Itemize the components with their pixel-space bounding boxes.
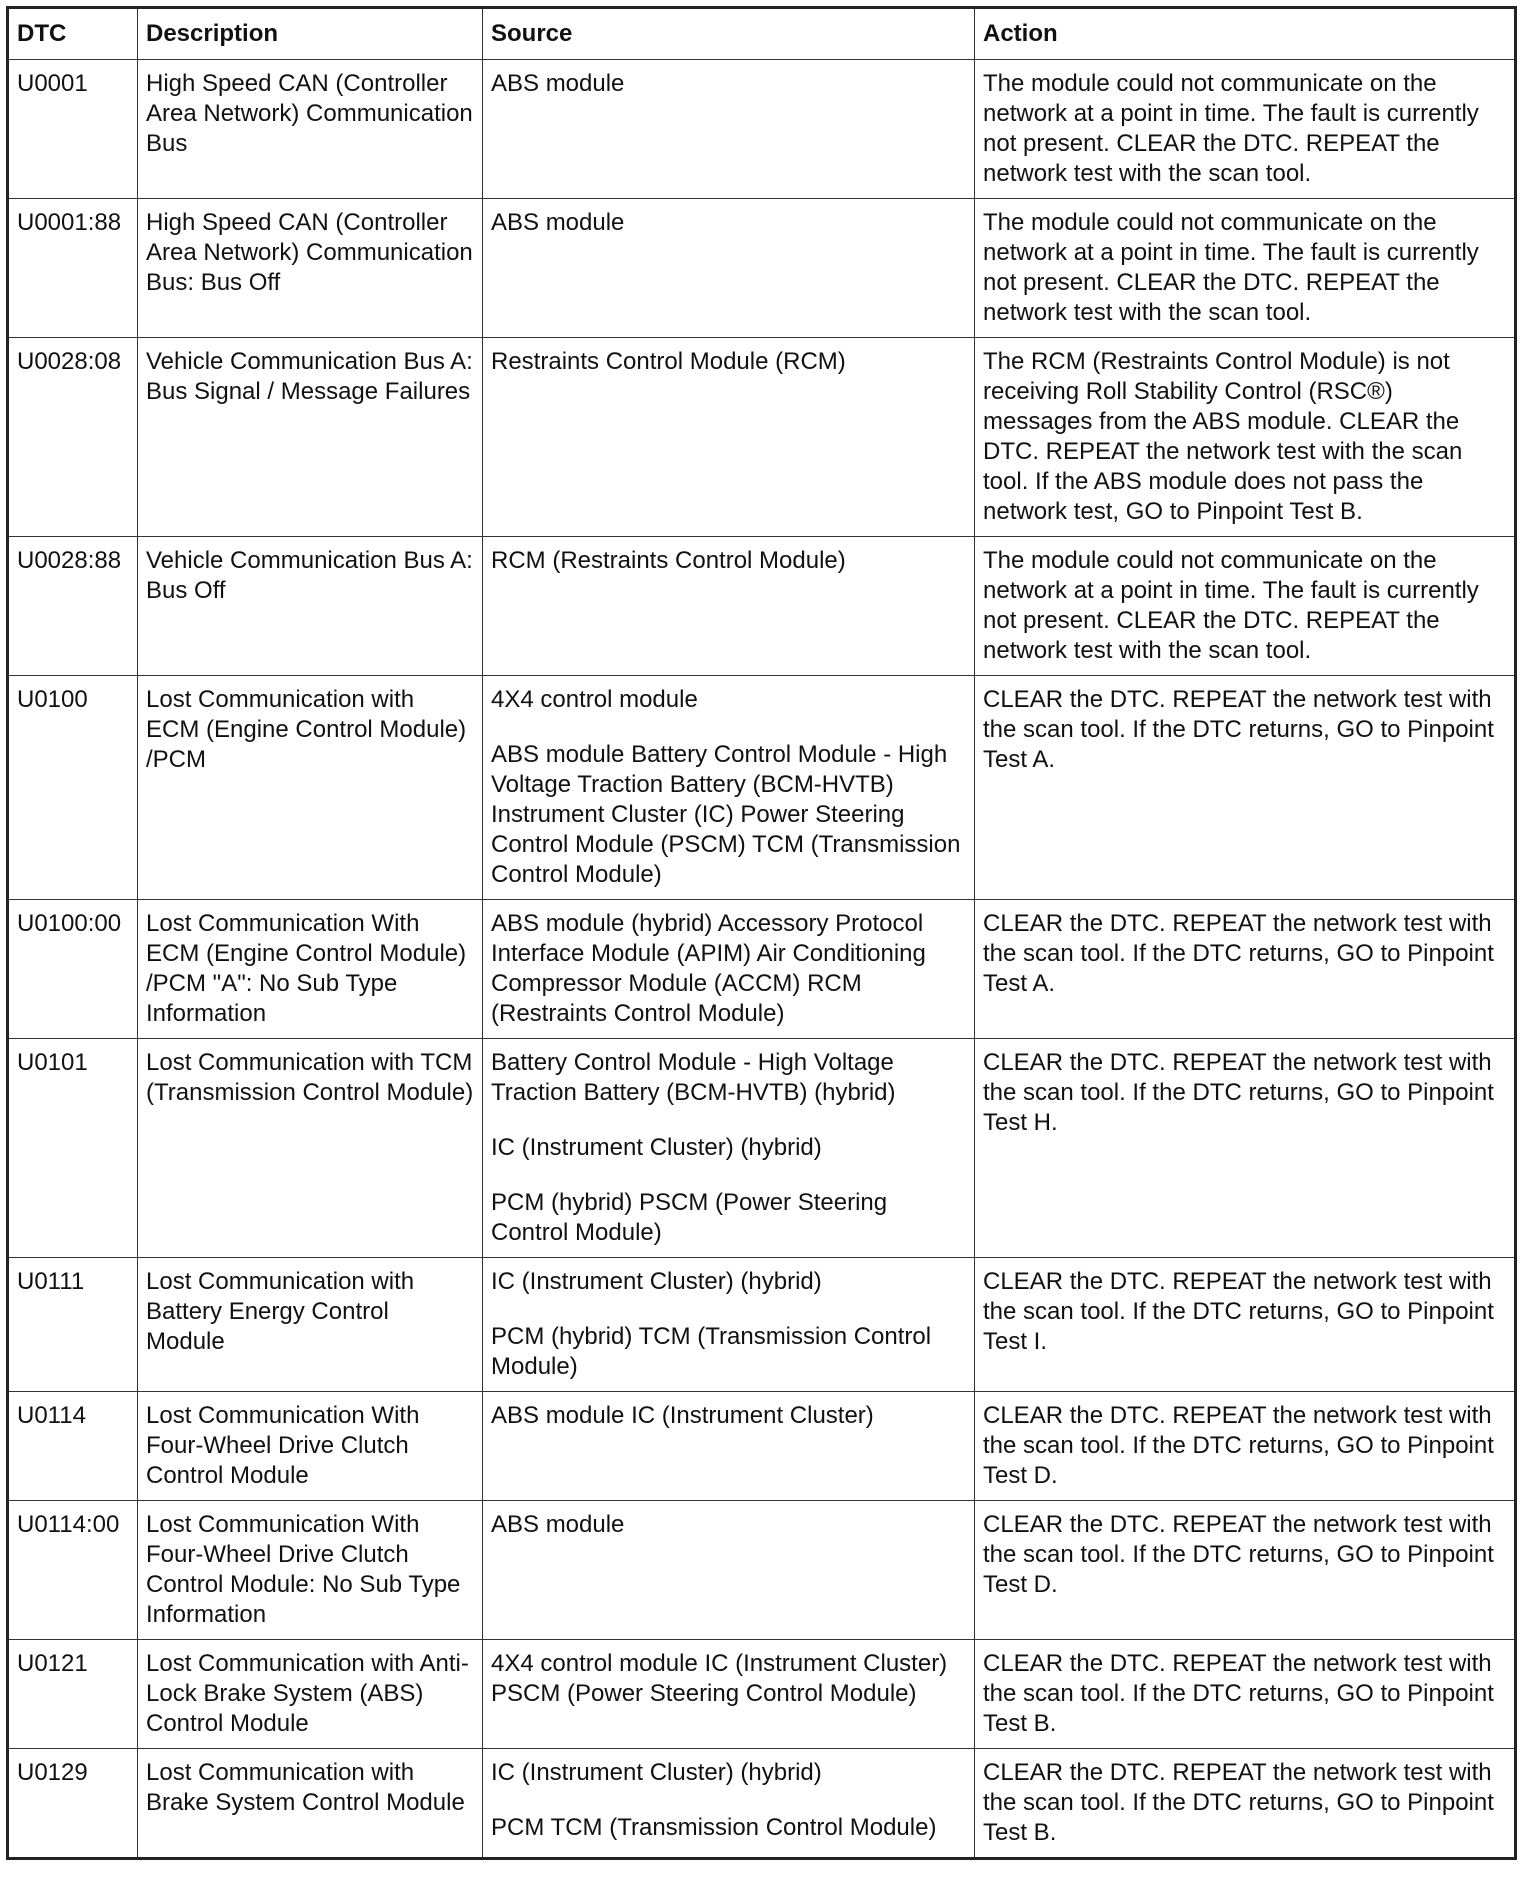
dtc-action: The module could not communicate on the network at a point in time. The fault is currently not present. CLEAR the DTC. REPEAT the network test with the scan tool. xyxy=(975,537,1516,676)
dtc-source xyxy=(483,1749,975,1859)
table-row xyxy=(8,1749,1516,1859)
dtc-source xyxy=(483,199,975,338)
table-row xyxy=(8,1258,1516,1392)
dtc-description: Vehicle Communication Bus A: Bus Off xyxy=(138,537,483,676)
dtc-description: Lost Communication with Brake System Control Module xyxy=(138,1749,483,1859)
source-line: ABS module (hybrid) Accessory Protocol Interface Module (APIM) Air Conditioning Compressor Module (ACCM) RCM (Restraints Control Module) xyxy=(491,910,926,1027)
dtc-description: Lost Communication with TCM (Transmission Control Module) xyxy=(138,1039,483,1258)
dtc-description: Vehicle Communication Bus A: Bus Signal / Message Failures xyxy=(138,338,483,537)
dtc-action: CLEAR the DTC. REPEAT the network test with the scan tool. If the DTC returns, GO to Pinpoint Test B. xyxy=(975,1640,1516,1749)
table-row xyxy=(8,537,1516,676)
dtc-action: The module could not communicate on the network at a point in time. The fault is currently not present. CLEAR the DTC. REPEAT the network test with the scan tool. xyxy=(975,199,1516,338)
dtc-code: U0028:88 xyxy=(8,537,138,676)
source-line: 4X4 control module IC (Instrument Cluster) PSCM (Power Steering Control Module) xyxy=(491,1650,948,1707)
dtc-action: CLEAR the DTC. REPEAT the network test with the scan tool. If the DTC returns, GO to Pinpoint Test D. xyxy=(975,1501,1516,1640)
table-row xyxy=(8,676,1516,900)
table-row xyxy=(8,1392,1516,1501)
dtc-source xyxy=(483,1039,975,1258)
table-row xyxy=(8,1501,1516,1640)
header-action: Action xyxy=(975,8,1516,60)
dtc-source xyxy=(483,1501,975,1640)
dtc-code: U0028:08 xyxy=(8,338,138,537)
source-line: ABS module xyxy=(491,209,625,236)
dtc-description: Lost Communication With Four-Wheel Drive Clutch Control Module xyxy=(138,1392,483,1501)
header-description: Description xyxy=(138,8,483,60)
table-header-row xyxy=(8,8,1516,60)
source-line: ABS module Battery Control Module - High Voltage Traction Battery (BCM-HVTB) Instrument Cluster (IC) Power Steering Control Module (PSCM) TCM (Transmission Control Module) xyxy=(491,741,961,888)
dtc-description: Lost Communication With ECM (Engine Control Module) /PCM "A": No Sub Type Information xyxy=(138,900,483,1039)
table-row xyxy=(8,1640,1516,1749)
dtc-action: CLEAR the DTC. REPEAT the network test with the scan tool. If the DTC returns, GO to Pinpoint Test A. xyxy=(975,676,1516,900)
dtc-description: Lost Communication with Anti-Lock Brake System (ABS) Control Module xyxy=(138,1640,483,1749)
dtc-source xyxy=(483,338,975,537)
dtc-action: CLEAR the DTC. REPEAT the network test with the scan tool. If the DTC returns, GO to Pinpoint Test A. xyxy=(975,900,1516,1039)
dtc-source xyxy=(483,537,975,676)
source-line: 4X4 control module xyxy=(491,686,698,713)
table-body xyxy=(8,60,1516,1859)
dtc-code: U0121 xyxy=(8,1640,138,1749)
source-line: IC (Instrument Cluster) (hybrid) xyxy=(491,1759,822,1786)
source-line: PCM TCM (Transmission Control Module) xyxy=(491,1814,937,1841)
dtc-action: CLEAR the DTC. REPEAT the network test with the scan tool. If the DTC returns, GO to Pinpoint Test I. xyxy=(975,1258,1516,1392)
source-line: Restraints Control Module (RCM) xyxy=(491,348,846,375)
dtc-source xyxy=(483,60,975,199)
dtc-description: High Speed CAN (Controller Area Network) Communication Bus: Bus Off xyxy=(138,199,483,338)
source-line: PCM (hybrid) TCM (Transmission Control Module) xyxy=(491,1323,932,1380)
dtc-code: U0100:00 xyxy=(8,900,138,1039)
source-line: Battery Control Module - High Voltage Traction Battery (BCM-HVTB) (hybrid) xyxy=(491,1049,896,1106)
source-line: RCM (Restraints Control Module) xyxy=(491,547,846,574)
dtc-code: U0129 xyxy=(8,1749,138,1859)
header-dtc: DTC xyxy=(8,8,138,60)
dtc-code: U0001:88 xyxy=(8,199,138,338)
source-line: PCM (hybrid) PSCM (Power Steering Control Module) xyxy=(491,1189,888,1246)
dtc-source xyxy=(483,1640,975,1749)
table-row xyxy=(8,1039,1516,1258)
dtc-source xyxy=(483,900,975,1039)
source-line: IC (Instrument Cluster) (hybrid) xyxy=(491,1268,822,1295)
dtc-description: Lost Communication With Four-Wheel Drive Clutch Control Module: No Sub Type Information xyxy=(138,1501,483,1640)
table-row xyxy=(8,900,1516,1039)
dtc-code: U0114 xyxy=(8,1392,138,1501)
dtc-action: The RCM (Restraints Control Module) is not receiving Roll Stability Control (RSC®) messages from the ABS module. CLEAR the DTC. REPEAT the network test with the scan tool. If the ABS module does not pass the network test, GO to Pinpoint Test B. xyxy=(975,338,1516,537)
dtc-description: Lost Communication with ECM (Engine Control Module) /PCM xyxy=(138,676,483,900)
dtc-code: U0114:00 xyxy=(8,1501,138,1640)
dtc-action: CLEAR the DTC. REPEAT the network test with the scan tool. If the DTC returns, GO to Pinpoint Test D. xyxy=(975,1392,1516,1501)
dtc-code: U0001 xyxy=(8,60,138,199)
source-line: ABS module xyxy=(491,70,625,97)
dtc-table-container xyxy=(6,6,1514,1860)
source-line: ABS module xyxy=(491,1511,625,1538)
dtc-table xyxy=(6,6,1517,1860)
dtc-code: U0111 xyxy=(8,1258,138,1392)
table-row xyxy=(8,338,1516,537)
table-row xyxy=(8,60,1516,199)
dtc-code: U0100 xyxy=(8,676,138,900)
dtc-action: CLEAR the DTC. REPEAT the network test with the scan tool. If the DTC returns, GO to Pinpoint Test B. xyxy=(975,1749,1516,1859)
dtc-description: High Speed CAN (Controller Area Network) Communication Bus xyxy=(138,60,483,199)
source-line: IC (Instrument Cluster) (hybrid) xyxy=(491,1134,822,1161)
dtc-code: U0101 xyxy=(8,1039,138,1258)
dtc-source xyxy=(483,676,975,900)
dtc-description: Lost Communication with Battery Energy Control Module xyxy=(138,1258,483,1392)
table-row xyxy=(8,199,1516,338)
dtc-source xyxy=(483,1258,975,1392)
source-line: ABS module IC (Instrument Cluster) xyxy=(491,1402,874,1429)
dtc-action: The module could not communicate on the network at a point in time. The fault is currently not present. CLEAR the DTC. REPEAT the network test with the scan tool. xyxy=(975,60,1516,199)
dtc-source xyxy=(483,1392,975,1501)
header-source: Source xyxy=(483,8,975,60)
dtc-action: CLEAR the DTC. REPEAT the network test with the scan tool. If the DTC returns, GO to Pinpoint Test H. xyxy=(975,1039,1516,1258)
